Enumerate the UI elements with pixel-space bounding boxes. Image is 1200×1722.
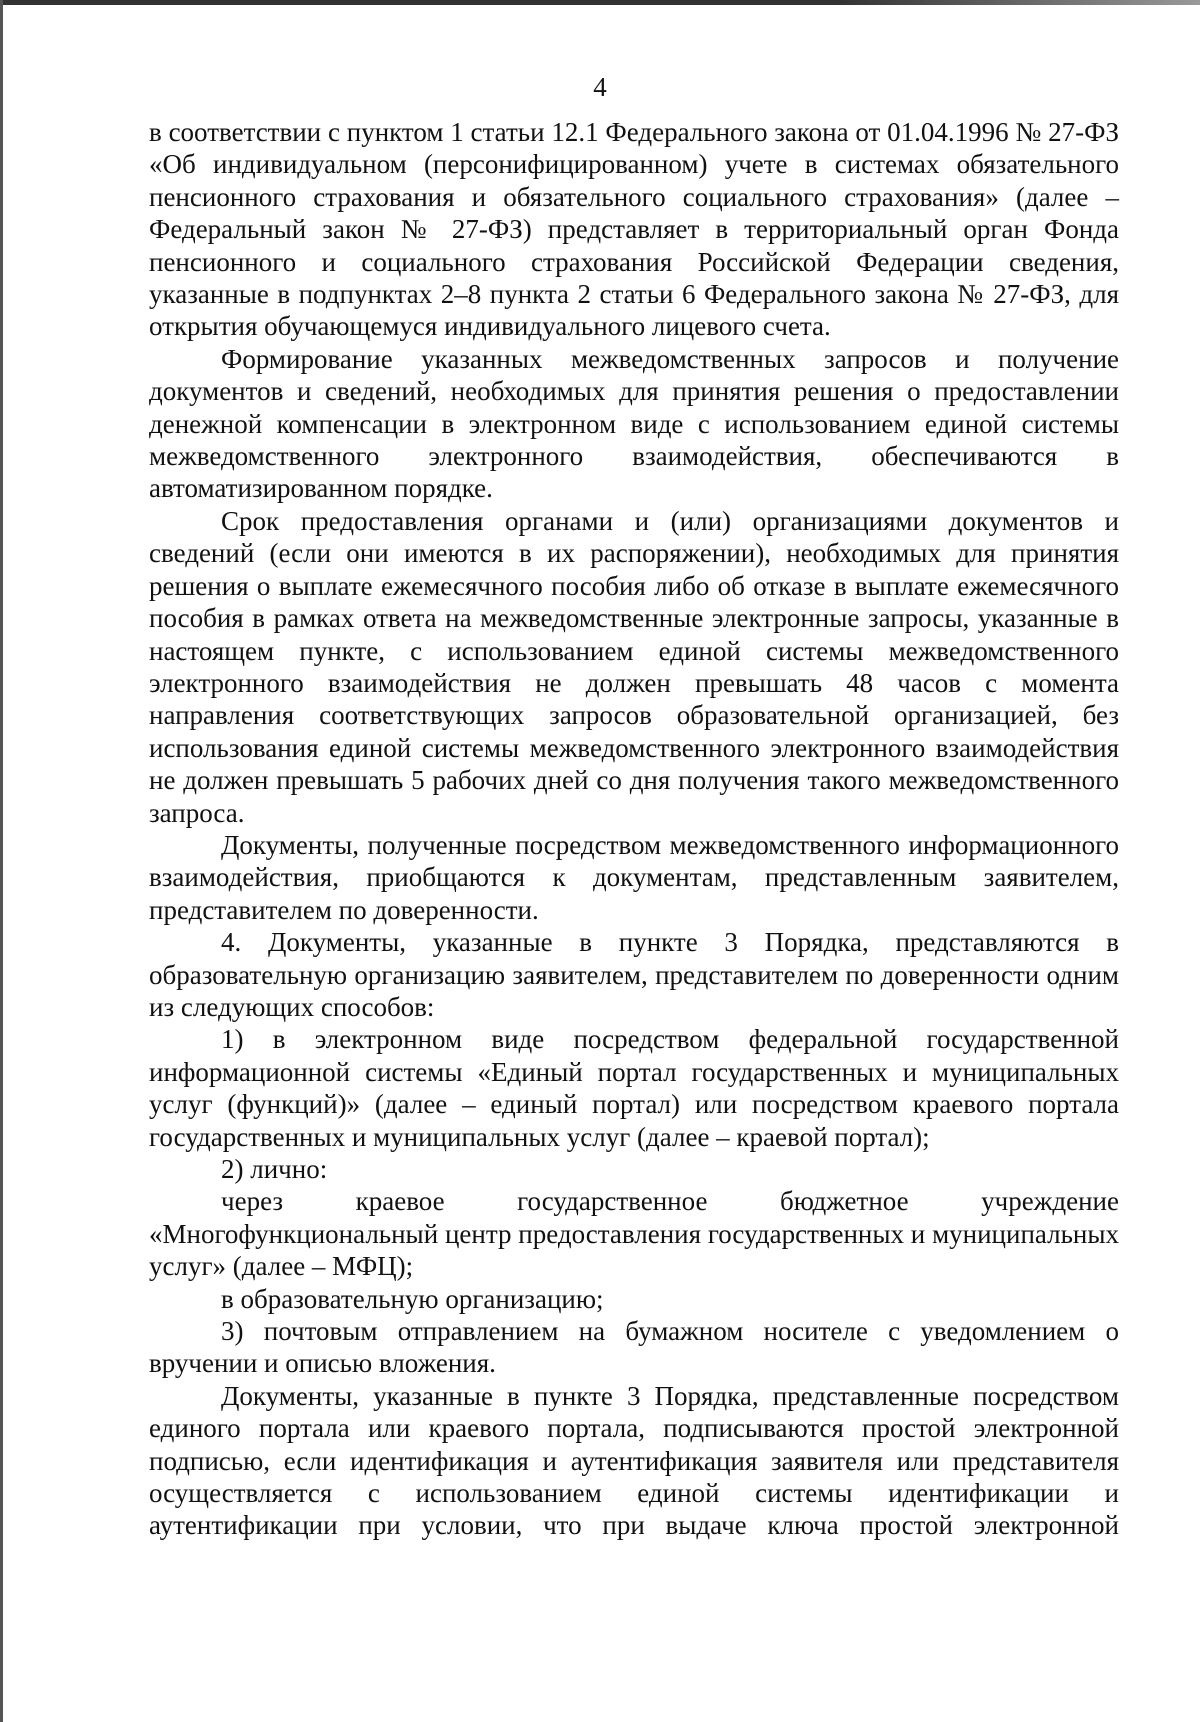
paragraph: Срок предоставления органами и (или) организациями документов и сведений (если они имеются в их распоряжении), необходимых для принятия решения о выплате ежемесячного пособия либо об отказе в выплате ежемесячного пособия в рамках ответа на межведомственные электронные запросы, указанные в настоящем пункте, с использованием единой системы межведомственного электронного взаимодействия не должен превышать 48 часов с момента направления соответствующих запросов образовательной организацией, без использования единой системы межведомственного электронного взаимодействия не должен превышать 5 рабочих дней со дня получения такого межведомственного запроса. bbox=[149, 505, 1119, 828]
paragraph: Документы, полученные посредством межведомственного информационного взаимодействия, приобщаются к документам, представленным заявителем, представителем по доверенности. bbox=[149, 829, 1119, 925]
paragraph: Документы, указанные в пункте 3 Порядка, представленные посредством единого портала или краевого портала, подписываются простой электронной подписью, если идентификация и аутентификация заявителя или представителя осуществляется с использованием единой системы идентификации и аутентификации при условии, что при выдаче ключа простой электронной bbox=[149, 1380, 1119, 1541]
page-number: 4 bbox=[593, 72, 607, 102]
paragraph: 3) почтовым отправлением на бумажном носителе с уведомлением о вручении и описью вложения. bbox=[149, 1316, 1119, 1379]
scan-edge-top bbox=[0, 0, 1200, 5]
paragraph: Формирование указанных межведомственных запросов и получение документов и сведений, необходимых для принятия решения о предоставлении денежной компенсации в электронном виде с использованием единой системы межведомственного электронного взаимодействия, обеспечиваются в автоматизированном порядке. bbox=[149, 343, 1119, 504]
scan-edge-left bbox=[0, 0, 3, 1722]
document-body bbox=[149, 116, 1119, 1542]
paragraph: в соответствии с пунктом 1 статьи 12.1 Федерального закона от 01.04.1996 № 27-ФЗ «Об индивидуальном (персонифицированном) учете в системах обязательного пенсионного страхования и обязательного социального страхования» (далее – Федеральный закон № 27-ФЗ) представляет в территориальный орган Фонда пенсионного и социального страхования Российской Федерации сведения, указанные в подпунктах 2–8 пункта 2 статьи 6 Федерального закона № 27-ФЗ, для открытия обучающемуся индивидуального лицевого счета. bbox=[149, 117, 1119, 342]
paragraph: 4. Документы, указанные в пункте 3 Порядка, представляются в образовательную организацию заявителем, представителем по доверенности одним из следующих способов: bbox=[149, 927, 1119, 1022]
paragraph: 2) лично: bbox=[221, 1154, 328, 1184]
paragraph: в образовательную организацию; bbox=[221, 1283, 604, 1314]
paragraph: 1) в электронном виде посредством федеральной государственной информационной системы «Единый портал государственных и муниципальных услуг (функций)» (далее – единый портал) или посредством краевого портала государственных и муниципальных услуг (далее – краевой портал); bbox=[149, 1024, 1119, 1152]
paragraph: через краевое государственное бюджетное учреждение «Многофункциональный центр предоставления государственных и муниципальных услуг» (далее – МФЦ); bbox=[149, 1186, 1119, 1282]
